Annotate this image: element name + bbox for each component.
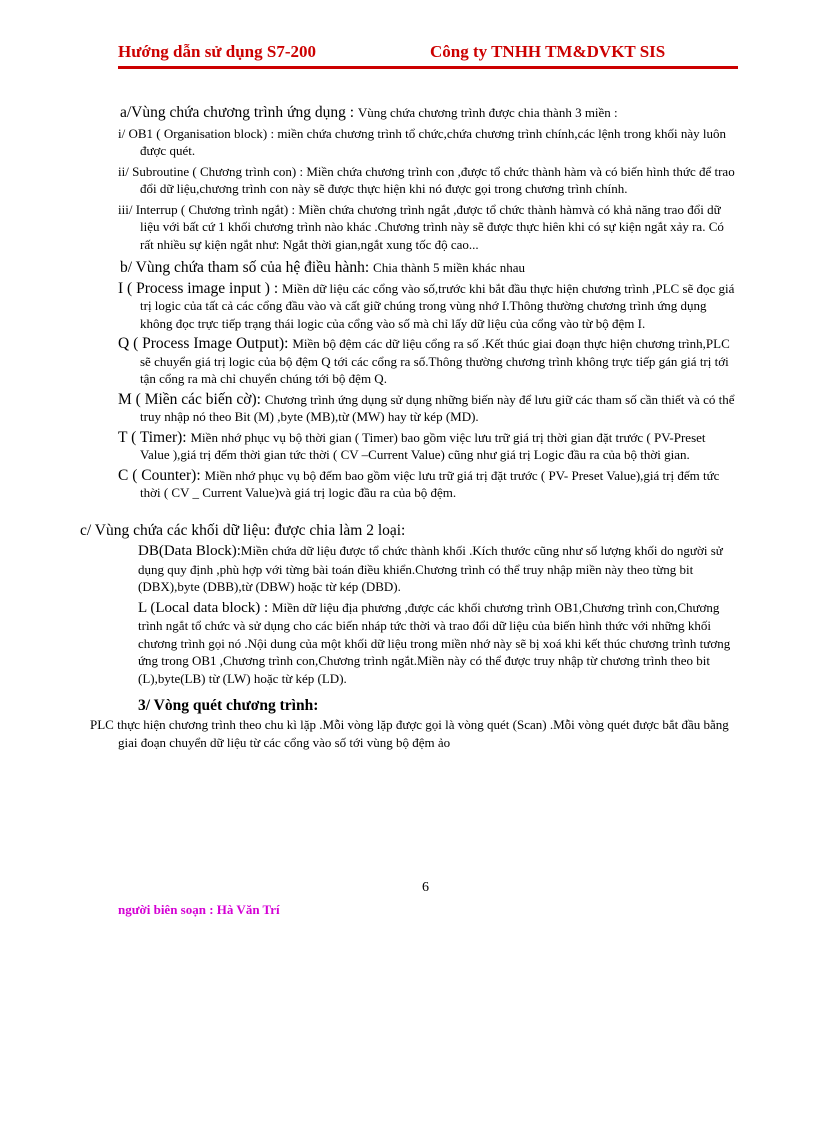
list-item [118,429,736,464]
item-head: C ( Counter): [118,466,205,484]
section-a [120,104,736,122]
section-a-text: Vùng chứa chương trình được chia thành 3 miền : [357,105,618,120]
section-a-title: a/Vùng chứa chương trình ứng dụng : [120,104,358,121]
item-text: Chương trình ứng dụng sử dụng những biến này để lưu giữ các tham số cần thiết và có thể truy nhập nó theo Bit (M) ,byte (MB),từ (MW) hay từ kép (MD). [140,391,735,424]
list-item: i/ OB1 ( Organisation block) : miền chứa chương trình tổ chức,chứa chương trình chính,các lệnh trong khối này luôn được quét. [118,125,726,158]
block-head: L (Local data block) : [138,599,272,616]
section-b-text: Chia thành 5 miền khác nhau [373,260,526,275]
list-item [118,335,736,388]
list-item [138,599,736,688]
header-title: Hướng dẫn sử dụng S7-200 [118,42,316,61]
item-head: M ( Miền các biến cờ): [118,390,265,408]
section-c-title: c/ Vùng chứa các khối dữ liệu: được chia làm 2 loại: [80,521,406,539]
item-head: T ( Timer): [118,428,191,446]
page-content [0,98,816,751]
item-text: Miền dữ liệu các cổng vào số,trước khi bắt đầu thực hiện chương trình ,PLC sẽ đọc giá trị logic của tất cả các cổng đầu vào và cất giữ chúng trong vùng nhớ I.Thông thường chương trình ứng dụng không đọc trực tiếp trạng thái logic của cổng vào số mà chỉ lấy dữ liệu của cổng vào từ bộ đệm I. [140,280,735,331]
item-text: Miền nhớ phục vụ bộ đếm bao gồm việc lưu trữ giá trị đặt trước ( PV- Preset Value),giá trị đếm tức thời ( CV _ Current Value)và giá trị logic đầu ra của bộ đệm. [140,467,720,500]
list-item [118,467,736,502]
section-b [120,259,736,277]
list-item [138,542,736,596]
page-number: 6 [422,880,429,895]
header-company: Công ty TNHH TM&DVKT SIS [430,42,666,61]
item-head: Q ( Process Image Output): [118,335,293,352]
section-c [80,522,816,540]
item-text: Miền nhớ phục vụ bộ thời gian ( Timer) bao gồm việc lưu trữ giá trị thời gian đặt trước ( PV-Preset Value ),giá trị đếm thời gian tức thời ( CV –Current Value) cũng như giá trị Logic đầu ra của bộ thời gian. [140,429,706,462]
item-text: Miền bộ đệm các dữ liệu cổng ra số .Kết thúc giai đoạn thực hiện chương trình,PLC sẽ chuyển giá trị logic của bộ đệm Q tới các cổng ra số.Thông thường chương trình không trực tiếp gán giá trị tới tận cổng ra mà chỉ chuyển chúng tới bộ đệm Q. [140,336,730,386]
list-item [118,280,736,333]
list-item [118,391,736,426]
section-3-text: PLC thực hiện chương trình theo chu kì lặp .Mỗi vòng lặp được gọi là vòng quét (Scan) .Mỗi vòng quét được bắt đầu bằng giai đoạn chuyển dữ liệu từ các cổng vào số tới vùng bộ đệm ảo [90,717,729,750]
list-item: ii/ Subroutine ( Chương trình con) : Miền chứa chương trình con ,được tổ chức thành hàm và có biến hình thức để trao đổi dữ liệu,chương trình con này sẽ được thực hiện khi nó được gọi trong chương trình chính. [118,163,735,196]
list-item: iii/ Interrup ( Chương trình ngắt) : Miền chứa chương trình ngắt ,được tổ chức thành hàmvà có khả năng trao đổi dữ liệu với bất cứ 1 khối chương trình nào khác .Chương trình này sẽ được thực hiên khi có sự kiện ngắt xảy ra. Có rất nhiều sự kiện ngắt như: Ngắt thời gian,ngắt xung tốc độ cao... [118,201,724,252]
block-head: DB(Data Block): [138,543,241,559]
section-3-title: 3/ Vòng quét chương trình: [138,697,319,714]
block-text: Miền chứa dữ liệu được tổ chức thành khối .Kích thước cũng như số lượng khối do người sử dụng quy định ,phù hợp với từng bài toán điều khiển.Chương trình có thể truy nhập miền này theo từng bit (DBX),byte (DBB),từ (DBW) hoặc từ kép (DBD). [138,543,723,594]
section-b-title: b/ Vùng chứa tham số của hệ điều hành: [120,259,374,276]
block-text: Miền dữ liệu địa phương ,được các khối chương trình OB1,Chương trình con,Chương trình ngắt tổ chức và sử dụng cho các biến nháp tức thời và trao đổi dữ liệu của biến hình thức với những khối chương trình gọi nó .Nội dung của một khối dữ liệu trong miền nhớ này sẽ bị xoá khi kết thúc chương trình tương ứng trong OB1 ,Chương trình con,Chương trình ngắt.Miền này có thể được truy nhập từ chương trình theo bit (L),byte(LB) từ (LW) hoặc từ kép (LD). [138,599,731,686]
page-header [118,40,738,69]
item-head: I ( Process image input ) : [118,279,283,297]
author-line: người biên soạn : Hà Văn Trí [118,902,280,917]
